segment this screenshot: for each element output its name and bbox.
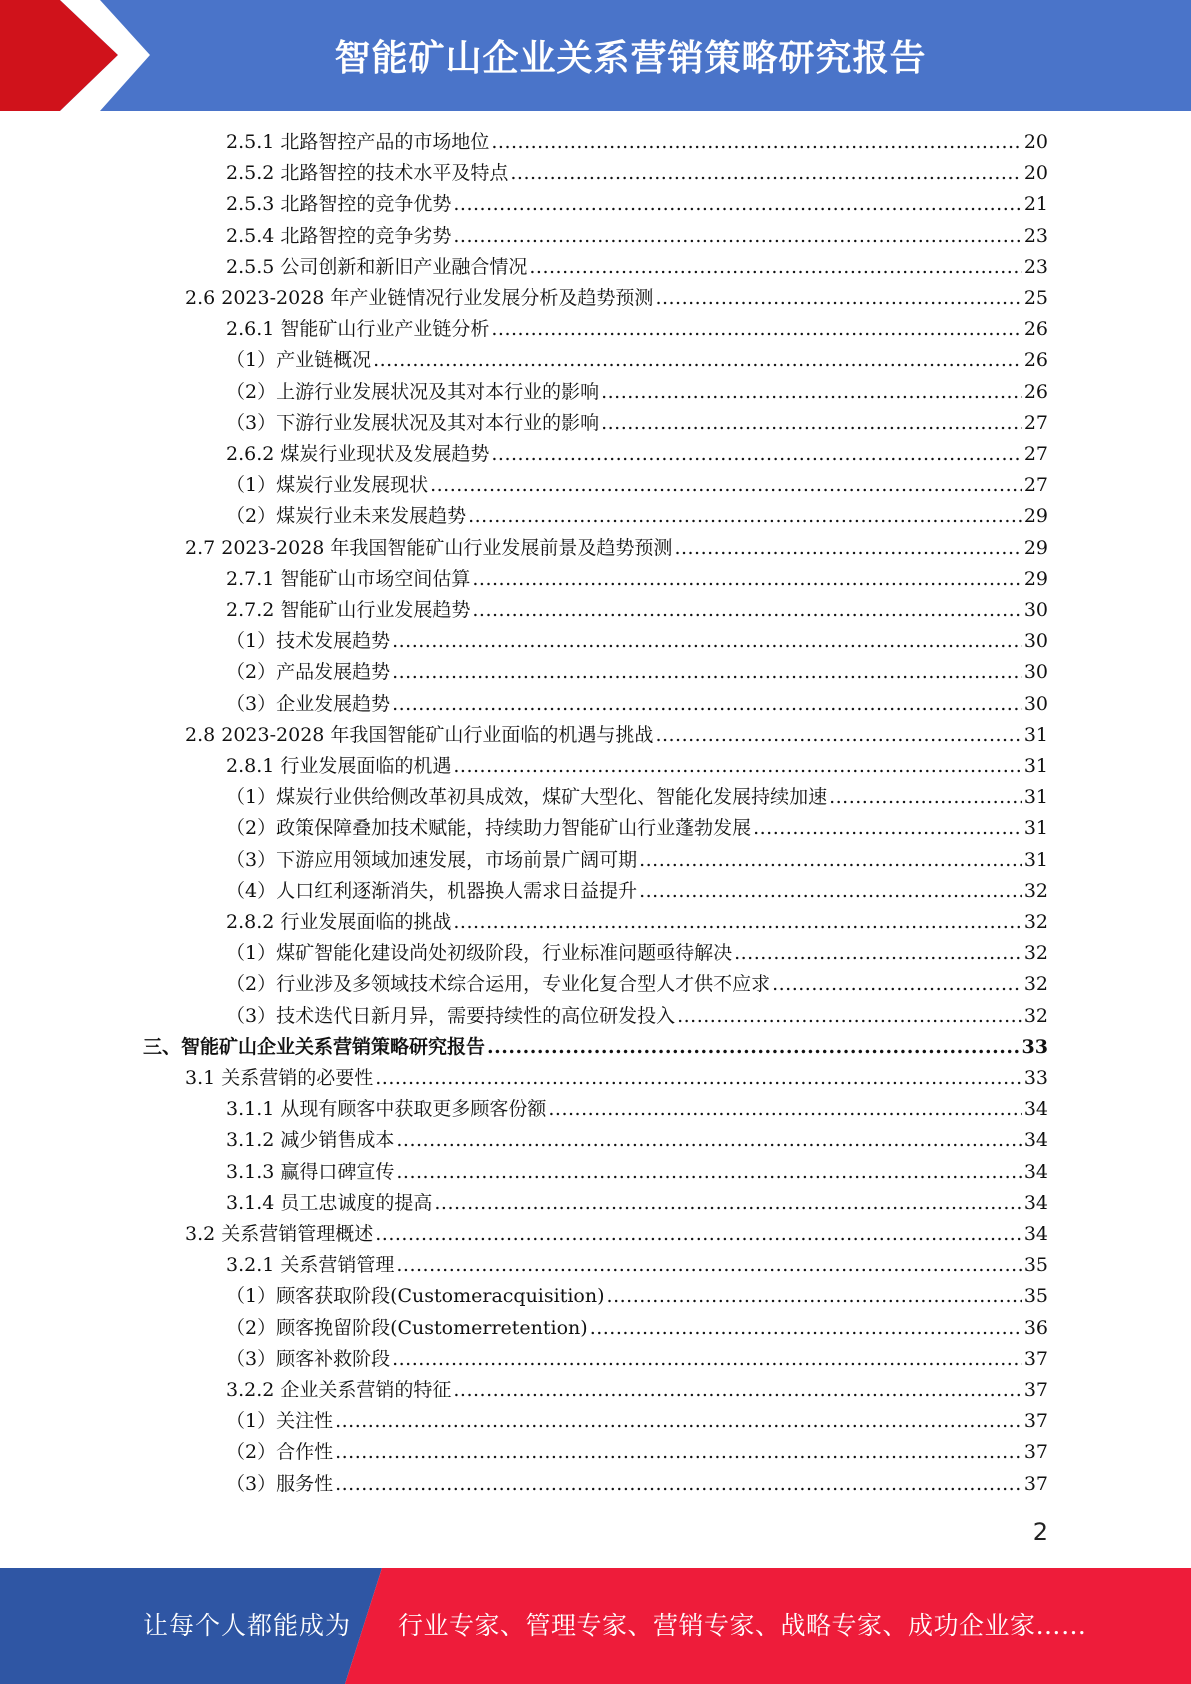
toc-dot-leader [335,1437,1022,1468]
toc-entry[interactable] [226,408,1048,439]
toc-entry-label: （3）下游应用领域加速发展，市场前景广阔可期 [226,848,638,871]
toc-dot-leader [392,626,1022,657]
toc-dot-leader [396,1157,1021,1188]
toc-entry-page: 31 [1023,786,1048,809]
toc-entry-label: 2.5.4 北路智控的竞争劣势 [226,224,452,247]
toc-dot-leader [392,657,1022,688]
toc-entry-label: 3.2.1 关系营销管理 [226,1254,395,1277]
toc-dot-leader [396,1125,1021,1156]
toc-entry-page: 33 [1023,1067,1048,1089]
toc-entry-label: 3.1.2 减少销售成本 [226,1129,395,1152]
toc-entry[interactable] [226,1125,1048,1156]
toc-entry[interactable] [226,907,1048,938]
toc-entry-label: （3）企业发展趋势 [226,692,391,715]
toc-entry-page: 26 [1023,380,1048,403]
toc-entry-page: 32 [1023,911,1048,933]
toc-entry-label: （3）技术迭代日新月异，需要持续性的高位研发投入 [226,1004,676,1027]
toc-entry[interactable] [226,1313,1048,1344]
toc-dot-leader [373,345,1022,376]
toc-dot-leader [335,1406,1022,1437]
toc-entry[interactable] [226,876,1048,907]
toc-entry-page: 32 [1023,1004,1048,1027]
toc-entry[interactable] [226,439,1048,470]
toc-dot-leader [601,377,1022,408]
toc-entry-label: 2.7 2023-2028 年我国智能矿山行业发展前景及趋势预测 [185,536,673,559]
toc-dot-leader [453,189,1021,220]
toc-entry[interactable] [226,1188,1048,1219]
toc-entry-label: （1）产业链概况 [226,349,372,372]
toc-entry-page: 32 [1023,879,1048,902]
toc-entry-page: 31 [1023,848,1048,871]
footer-slogan-right: 行业专家、管理专家、营销专家、战略专家、成功企业家…… [398,1611,1087,1640]
toc-dot-leader [677,1001,1022,1032]
toc-entry-page: 27 [1023,443,1048,465]
toc-entry[interactable] [226,470,1048,501]
toc-entry-label: （1）煤炭行业供给侧改革初具成效，煤矿大型化、智能化发展持续加速 [226,786,828,809]
toc-dot-leader [655,720,1021,751]
toc-entry-page: 34 [1023,1223,1048,1245]
toc-entry-page: 34 [1023,1160,1048,1183]
toc-entry-label: 2.7.1 智能矿山市场空间估算 [226,567,471,590]
toc-entry[interactable] [226,1001,1048,1032]
toc-dot-leader [472,564,1021,595]
page-number: 2 [1032,1518,1048,1546]
toc-entry[interactable] [226,1094,1048,1125]
toc-entry-label: 2.6.2 煤炭行业现状及发展趋势 [226,443,490,465]
toc-dot-leader [335,1469,1022,1500]
toc-dot-leader [375,1219,1022,1250]
toc-entry-page: 29 [1023,567,1048,590]
toc-entry[interactable] [226,1469,1048,1500]
toc-dot-leader [396,1250,1021,1281]
toc-entry-page: 32 [1023,973,1048,996]
toc-entry[interactable] [226,657,1048,688]
toc-entry[interactable] [226,813,1048,844]
toc-dot-leader [392,689,1022,720]
toc-entry-label: 2.8 2023-2028 年我国智能矿山行业面临的机遇与挑战 [185,723,654,746]
toc-dot-leader [548,1094,1021,1125]
toc-dot-leader [607,1281,1022,1312]
toc-entry-page: 27 [1023,474,1048,497]
toc-entry-label: 3.1.4 员工忠诚度的提高 [226,1191,433,1214]
toc-entry-label: （1）顾客获取阶段(Customeracquisition) [226,1285,605,1308]
toc-entry[interactable] [226,158,1048,189]
toc-entry-label: 3.2.2 企业关系营销的特征 [226,1379,452,1401]
toc-entry-page: 30 [1023,599,1048,621]
toc-dot-leader [491,314,1021,345]
toc-dot-leader [510,158,1021,189]
toc-entry-page: 34 [1023,1098,1048,1121]
toc-entry-page: 29 [1023,536,1048,559]
toc-entry-label: 3.1.3 赢得口碑宣传 [226,1160,395,1183]
toc-entry[interactable] [226,501,1048,532]
toc-entry-label: 2.6.1 智能矿山行业产业链分析 [226,318,490,341]
toc-entry-page: 34 [1023,1129,1048,1152]
toc-dot-leader [392,1344,1022,1375]
toc-dot-leader [655,283,1021,314]
toc-entry-label: 2.5.2 北路智控的技术水平及特点 [226,162,509,185]
toc-dot-leader [375,1063,1022,1094]
toc-entry[interactable] [226,938,1048,969]
toc-entry-page: 26 [1023,318,1048,341]
toc-entry-page: 25 [1023,287,1048,309]
toc-entry-label: （3）下游行业发展状况及其对本行业的影响 [226,411,600,434]
toc-entry-page: 33 [1021,1035,1048,1058]
toc-entry-label: （2）产品发展趋势 [226,661,391,684]
toc-entry[interactable] [226,1406,1048,1437]
toc-entry-label: （2）合作性 [226,1441,334,1464]
toc-entry[interactable] [226,189,1048,220]
toc-entry[interactable] [226,345,1048,376]
toc-entry-label: 2.5.3 北路智控的竞争优势 [226,193,452,216]
toc-entry-label: （3）顾客补救阶段 [226,1347,391,1370]
toc-entry[interactable] [226,1250,1048,1281]
toc-entry-page: 20 [1023,162,1048,185]
toc-dot-leader [453,907,1021,938]
toc-dot-leader [829,782,1022,813]
toc-entry[interactable] [226,1375,1048,1406]
toc-dot-leader [453,221,1021,252]
toc-dot-leader [468,501,1022,532]
toc-entry[interactable] [226,689,1048,720]
toc-entry-page: 34 [1023,1191,1048,1214]
toc-dot-leader [674,533,1021,564]
toc-entry-label: （2）上游行业发展状况及其对本行业的影响 [226,380,600,403]
toc-entry-page: 23 [1023,224,1048,247]
toc-entry[interactable] [185,720,1048,751]
toc-entry-page: 23 [1023,255,1048,278]
toc-entry-label: 2.5.5 公司创新和新旧产业融合情况 [226,255,528,278]
toc-entry-label: （2）顾客挽留阶段(Customerretention) [226,1316,588,1339]
toc-dot-leader [753,813,1022,844]
toc-entry[interactable] [185,1063,1048,1094]
toc-dot-leader [453,1375,1021,1406]
footer-slogan-left: 让每个人都能成为 [143,1611,352,1640]
toc-entry[interactable] [226,626,1048,657]
toc-entry[interactable] [226,127,1048,158]
toc-entry-label: （1）技术发展趋势 [226,630,391,653]
toc-entry-label: （1）煤矿智能化建设尚处初级阶段，行业标准问题亟待解决 [226,942,733,965]
toc-entry-label: 2.5.1 北路智控产品的市场地位 [226,131,490,153]
toc-entry-label: （2）行业涉及多领域技术综合运用，专业化复合型人才供不应求 [226,973,771,996]
toc-dot-leader [472,595,1021,626]
toc-entry[interactable] [226,1437,1048,1468]
toc-entry-label: 3.2 关系营销管理概述 [185,1223,374,1245]
toc-entry-page: 37 [1023,1410,1048,1433]
toc-entry-page: 37 [1023,1379,1048,1401]
toc-dot-leader [487,1032,1020,1063]
toc-entry[interactable] [226,969,1048,1000]
toc-entry[interactable] [226,845,1048,876]
toc-dot-leader [639,876,1022,907]
toc-dot-leader [639,845,1022,876]
toc-dot-leader [453,751,1021,782]
toc-entry-label: （3）服务性 [226,1472,334,1495]
toc-entry[interactable] [226,377,1048,408]
toc-entry-page: 27 [1023,411,1048,434]
toc-entry[interactable] [226,595,1048,626]
toc-entry-page: 20 [1023,131,1048,153]
toc-entry-label: （1）关注性 [226,1410,334,1433]
toc-entry[interactable] [185,283,1048,314]
toc-entry[interactable] [185,533,1048,564]
toc-dot-leader [491,439,1021,470]
toc-entry-label: 三、智能矿山企业关系营销策略研究报告 [143,1035,486,1058]
toc-entry-page: 30 [1023,630,1048,653]
toc-entry[interactable] [226,1281,1048,1312]
toc-entry[interactable] [226,782,1048,813]
toc-entry[interactable] [226,1157,1048,1188]
toc-entry-page: 35 [1023,1285,1048,1308]
toc-entry-page: 30 [1023,692,1048,715]
toc-entry-label: （2）煤炭行业未来发展趋势 [226,505,467,528]
toc-entry-page: 30 [1023,661,1048,684]
toc-dot-leader [772,969,1022,1000]
toc-entry-label: （1）煤炭行业发展现状 [226,474,429,497]
toc-entry[interactable] [226,1344,1048,1375]
page-header [0,0,1191,111]
toc-entry-page: 37 [1023,1472,1048,1495]
toc-entry-page: 37 [1023,1441,1048,1464]
toc-dot-leader [529,252,1021,283]
toc-entry-page: 36 [1023,1316,1048,1339]
toc-entry-label: （4）人口红利逐渐消失，机器换人需求日益提升 [226,879,638,902]
toc-entry-page: 26 [1023,349,1048,372]
toc-entry[interactable] [226,564,1048,595]
toc-entry[interactable] [226,252,1048,283]
report-title: 智能矿山企业关系营销策略研究报告 [334,38,927,79]
toc-dot-leader [491,127,1021,158]
toc-entry-label: 2.6 2023-2028 年产业链情况行业发展分析及趋势预测 [185,287,654,309]
toc-entry-page: 21 [1023,193,1048,216]
toc-dot-leader [430,470,1022,501]
toc-entry-page: 37 [1023,1347,1048,1370]
toc-entry[interactable] [226,314,1048,345]
toc-entry-page: 31 [1023,755,1048,777]
toc-entry-label: 3.1 关系营销的必要性 [185,1067,374,1089]
toc-entry-label: （2）政策保障叠加技术赋能，持续助力智能矿山行业蓬勃发展 [226,817,752,840]
toc-dot-leader [590,1313,1022,1344]
toc-entry[interactable] [226,751,1048,782]
toc-entry-page: 35 [1023,1254,1048,1277]
toc-entry-page: 32 [1023,942,1048,965]
toc-entry[interactable] [143,1032,1048,1063]
page-footer [0,1568,1191,1684]
toc-entry[interactable] [226,221,1048,252]
toc-entry-page: 29 [1023,505,1048,528]
toc-dot-leader [601,408,1022,439]
toc-entry-page: 31 [1023,817,1048,840]
toc-entry-label: 3.1.1 从现有顾客中获取更多顾客份额 [226,1098,547,1121]
toc-dot-leader [734,938,1022,969]
toc-entry-label: 2.7.2 智能矿山行业发展趋势 [226,599,471,621]
toc-entry[interactable] [185,1219,1048,1250]
toc-entry-label: 2.8.1 行业发展面临的机遇 [226,755,452,777]
toc-entry-label: 2.8.2 行业发展面临的挑战 [226,911,452,933]
toc-dot-leader [434,1188,1021,1219]
toc-entry-page: 31 [1023,723,1048,746]
